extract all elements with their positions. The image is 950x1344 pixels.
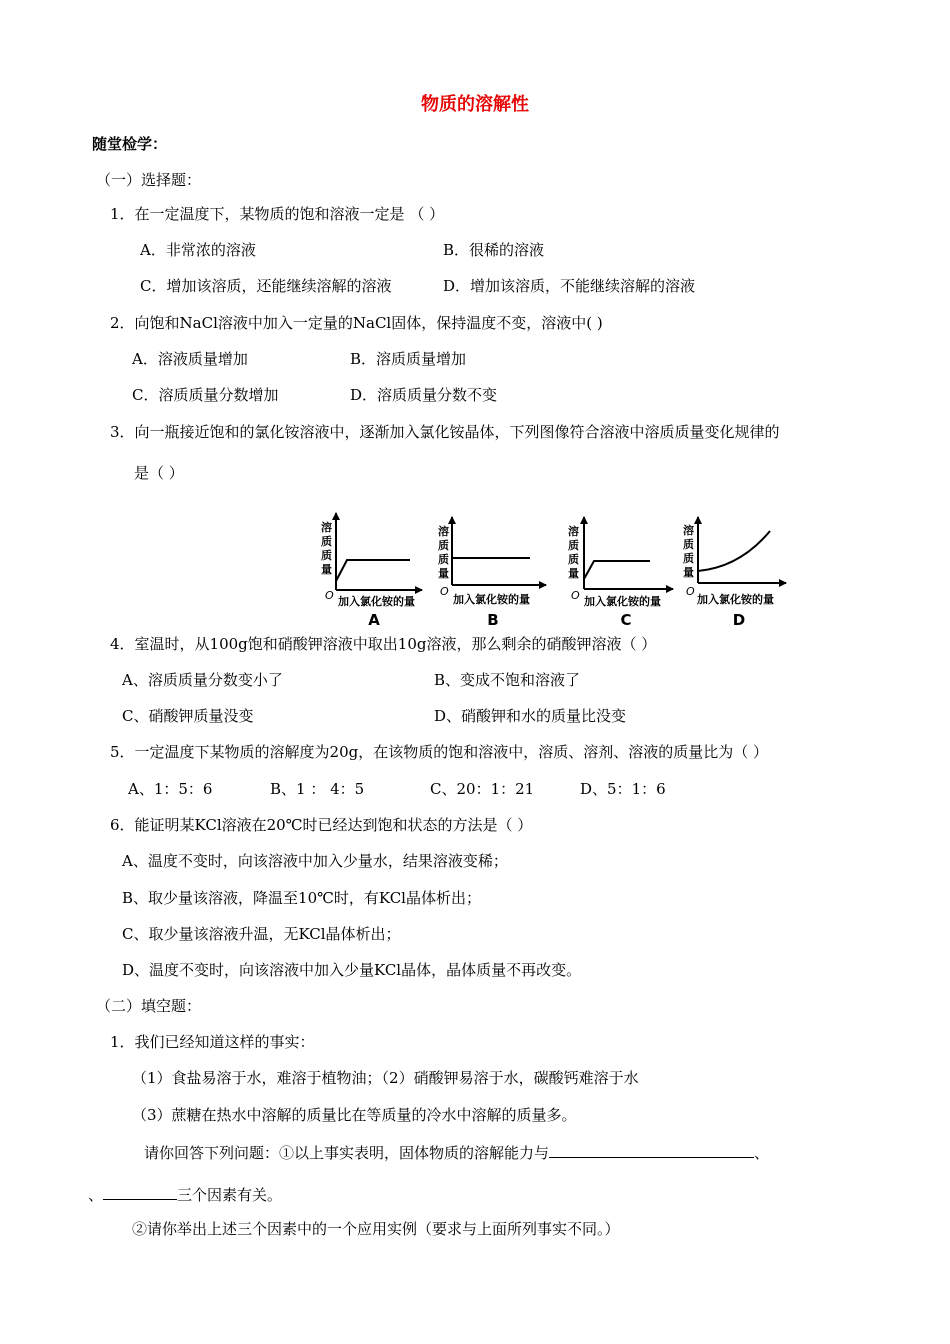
graph-b-letter: B: [487, 611, 499, 629]
graph-a-origin: O: [325, 589, 334, 602]
fill-q1-ask1-line: [144, 1141, 769, 1163]
fill-q1-fact2: （3）蔗糖在热水中溶解的质量比在等质量的冷水中溶解的质量多。: [132, 1106, 577, 1124]
q1-option-b: B．很稀的溶液: [443, 241, 545, 259]
graph-a-ylabel-3: 质: [321, 549, 332, 562]
fill-q1-stem: 1．我们已经知道这样的事实：: [110, 1033, 315, 1051]
fill-q1-ask2: ②请你举出上述三个因素中的一个应用实例（要求与上面所列事实不同。）: [132, 1220, 620, 1238]
graph-c-ylabel-1: 溶: [568, 525, 579, 538]
page-title: 物质的溶解性: [421, 94, 529, 115]
graph-c-ylabel-2: 质: [568, 539, 579, 552]
graph-a-ylabel-2: 质: [321, 535, 332, 548]
q6-stem: 6．能证明某KCl溶液在20℃时已经达到饱和状态的方法是（ ）: [110, 816, 533, 834]
fill-q1-ask1-text: 请你回答下列问题：①以上事实表明，固体物质的溶解能力与: [144, 1144, 550, 1162]
graph-d-ylabel-4: 量: [683, 566, 694, 579]
q4-stem: 4．室温时，从100g饱和硝酸钾溶液中取出10g溶液，那么剩余的硝酸钾溶液（ ）: [110, 635, 657, 653]
graph-c-origin: O: [571, 589, 580, 602]
fill-q1-ask1-tail: 三个因素有关。: [177, 1186, 283, 1204]
q2-option-d: D．溶质质量分数不变: [350, 386, 498, 404]
graph-b-origin: O: [440, 585, 449, 598]
graph-b-xlabel: 加入氯化铵的量: [453, 593, 530, 606]
fill-q1-ask1-sep: 、: [754, 1144, 770, 1162]
fill-q1-ask1-lead: 、: [88, 1186, 104, 1204]
graph-a-curve: [336, 560, 410, 581]
q3-graphs: [300, 505, 800, 630]
q1-option-c: C．增加该溶质，还能继续溶解的溶液: [140, 277, 392, 295]
answer-blank-1[interactable]: [549, 1141, 754, 1158]
graph-c-xlabel: 加入氯化铵的量: [584, 595, 661, 608]
q6-option-d: D、温度不变时，向该溶液中加入少量KCl晶体，晶体质量不再改变。: [122, 961, 582, 979]
section-heading: 随堂检学：: [92, 135, 168, 153]
q1-option-d: D．增加该溶质，不能继续溶解的溶液: [443, 277, 696, 295]
part2-heading: （二）填空题：: [96, 997, 202, 1015]
q3-stem-cont: 是（ ）: [134, 464, 184, 482]
q3-stem: 3．向一瓶接近饱和的氯化铵溶液中，逐渐加入氯化铵晶体，下列图像符合溶液中溶质质量变化规律的: [110, 423, 780, 441]
graph-b-ylabel-2: 质: [438, 539, 449, 552]
graph-d-ylabel-2: 质: [683, 538, 694, 551]
graph-a: [321, 513, 422, 629]
graph-a-ylabel-4: 量: [321, 563, 332, 576]
graph-c-ylabel-3: 质: [568, 553, 579, 566]
graph-b-ylabel-3: 质: [438, 553, 449, 566]
q5-option-c: C、20：1：21: [430, 780, 535, 798]
q1-stem: 1．在一定温度下，某物质的饱和溶液一定是 （ ）: [110, 205, 445, 223]
fill-q1-ask1-cont: [88, 1183, 282, 1205]
graph-c-curve: [584, 561, 650, 579]
q5-option-d: D、5：1：6: [580, 780, 666, 798]
q2-option-b: B．溶质质量增加: [350, 350, 467, 368]
part1-heading: （一）选择题：: [96, 171, 202, 189]
q4-option-b: B、变成不饱和溶液了: [434, 671, 581, 689]
graph-c-letter: C: [620, 611, 632, 629]
q5-option-b: B、1 ： 4：5: [270, 780, 365, 798]
q4-option-d: D、硝酸钾和水的质量比没变: [434, 707, 627, 725]
graph-c-ylabel-4: 量: [568, 567, 579, 580]
graph-b-ylabel-1: 溶: [438, 525, 449, 538]
q2-stem: 2．向饱和NaCl溶液中加入一定量的NaCl固体，保持温度不变，溶液中( ): [110, 314, 603, 332]
graph-b: [438, 517, 546, 629]
graph-a-ylabel-1: 溶: [321, 521, 332, 534]
graph-d: [683, 517, 786, 629]
graph-a-xlabel: 加入氯化铵的量: [338, 595, 415, 608]
q1-option-a: A．非常浓的溶液: [140, 241, 256, 259]
graph-d-ylabel-1: 溶: [683, 524, 694, 537]
fill-q1-fact1: （1）食盐易溶于水，难溶于植物油；（2）硝酸钾易溶于水，碳酸钙难溶于水: [132, 1069, 639, 1087]
answer-blank-2[interactable]: [103, 1183, 177, 1200]
q4-option-c: C、硝酸钾质量没变: [122, 707, 254, 725]
q6-option-a: A、温度不变时，向该溶液中加入少量水，结果溶液变稀；: [122, 852, 508, 870]
graph-d-xlabel: 加入氯化铵的量: [697, 593, 774, 606]
q5-stem: 5．一定温度下某物质的溶解度为20g，在该物质的饱和溶液中，溶质、溶剂、溶液的质量比为（ ）: [110, 743, 769, 761]
q2-option-a: A．溶液质量增加: [132, 350, 248, 368]
graph-a-letter: A: [368, 611, 380, 629]
graph-d-curve: [698, 531, 770, 571]
q6-option-b: B、取少量该溶液，降温至10℃时，有KCl晶体析出；: [122, 889, 481, 907]
q6-option-c: C、取少量该溶液升温，无KCl晶体析出；: [122, 925, 401, 943]
graph-d-letter: D: [732, 611, 746, 629]
graph-d-origin: O: [686, 585, 695, 598]
graph-b-ylabel-4: 量: [438, 567, 449, 580]
graph-c: [568, 517, 673, 629]
q5-option-a: A、1：5：6: [128, 780, 213, 798]
q2-option-c: C．溶质质量分数增加: [132, 386, 279, 404]
graph-d-ylabel-3: 质: [683, 552, 694, 565]
q4-option-a: A、溶质质量分数变小了: [122, 671, 283, 689]
